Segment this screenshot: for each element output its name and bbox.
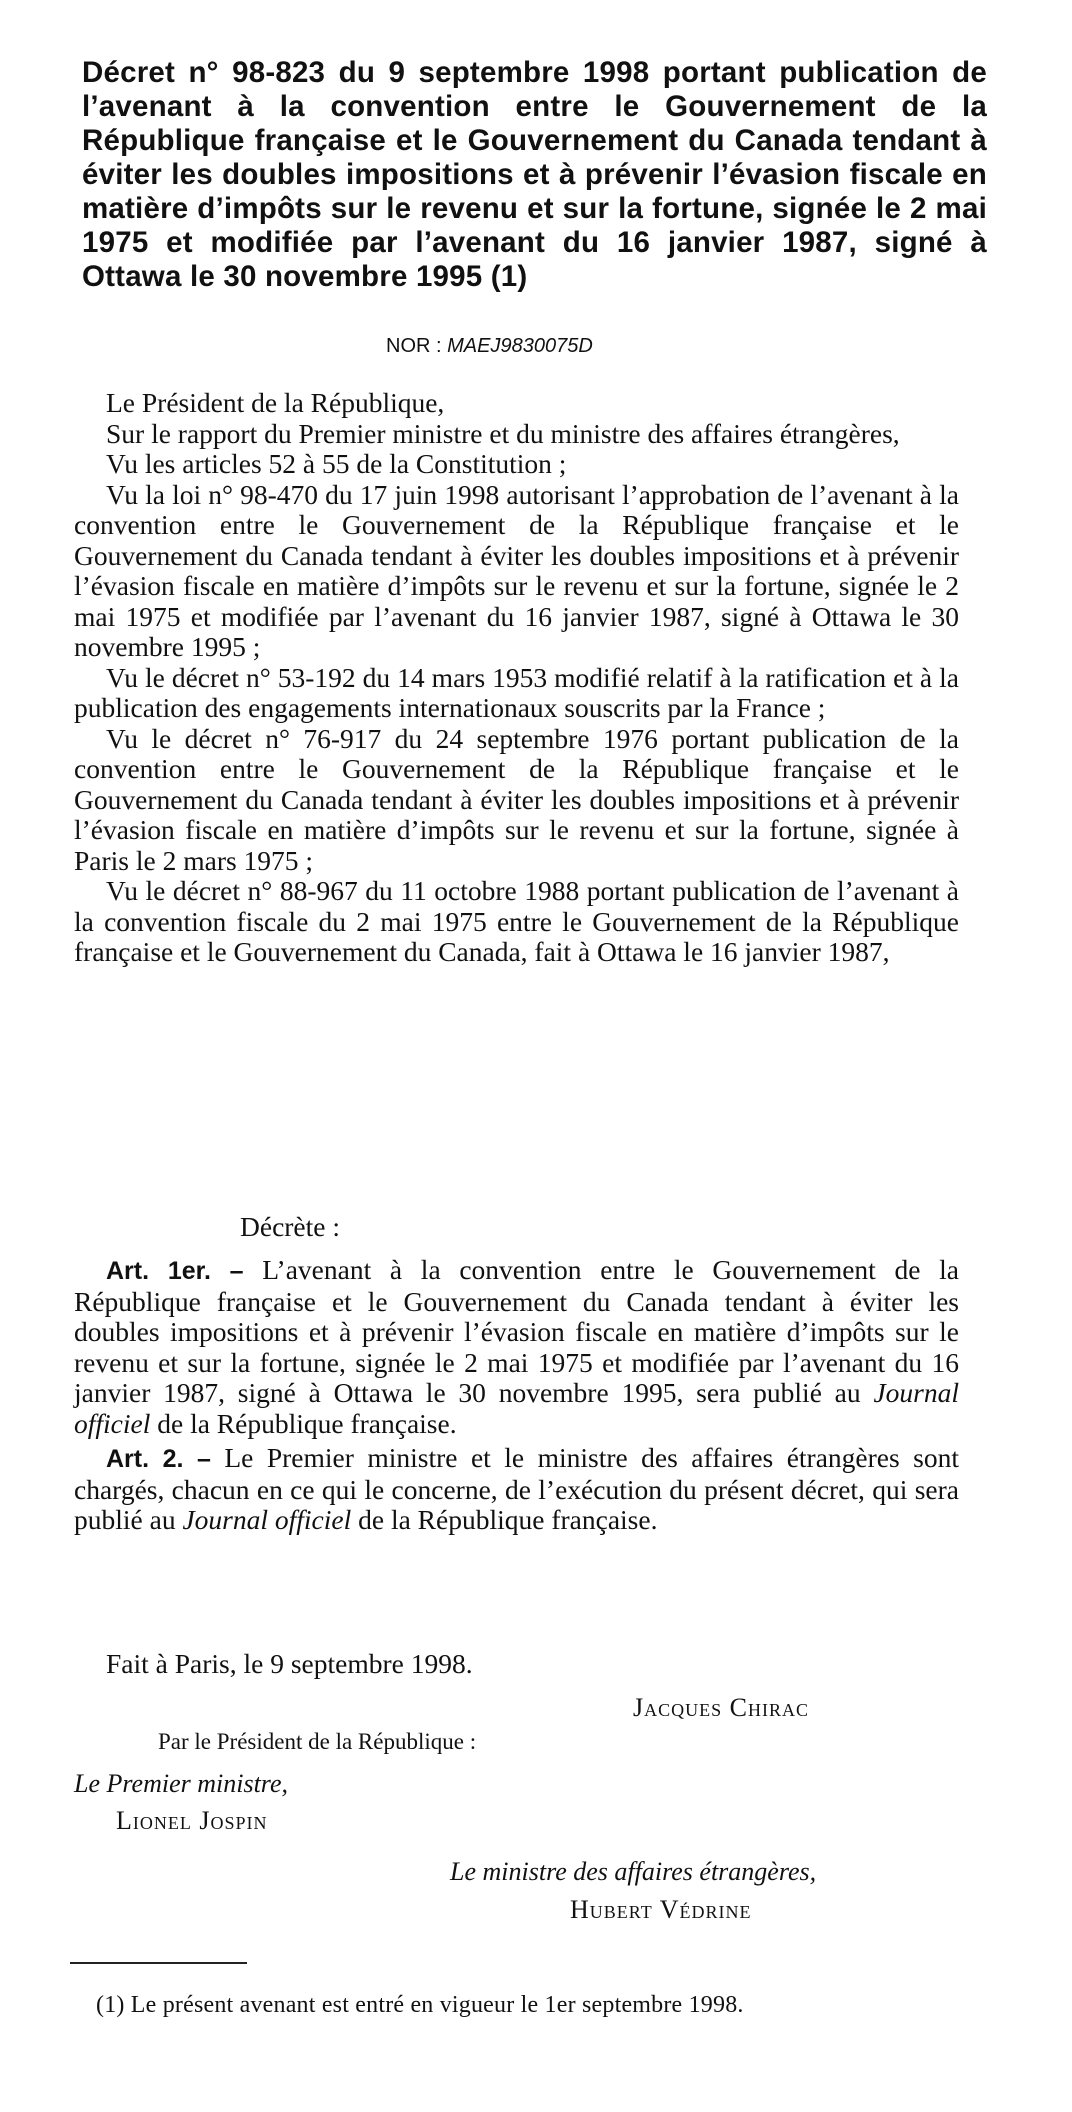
articles	[74, 1255, 959, 1536]
premier-ministre-name: Lionel Jospin	[116, 1806, 268, 1835]
premier-ministre-role: Le Premier ministre,	[74, 1769, 288, 1798]
article-1	[74, 1255, 959, 1439]
article-2-text-end: de la République française.	[351, 1504, 658, 1535]
footnote-divider	[70, 1962, 247, 1964]
article-1-label: Art. 1er. –	[106, 1257, 244, 1285]
decrete-heading: Décrète :	[240, 1211, 340, 1242]
fait-a-paris: Fait à Paris, le 9 septembre 1998.	[106, 1648, 473, 1679]
article-2-journal: Journal officiel	[182, 1504, 352, 1535]
decree-title: Décret n° 98-823 du 9 septembre 1998 portant publication de l’avenant à la convention entre le Gouvernement de la République française et le Gouvernement du Canada tendant à éviter les doubles impositions et à prévenir l’évasion fiscale en matière d’impôts sur le revenu et sur la fortune, signée le 2 mai 1975 et modifiée par l’avenant du 16 janvier 1987, signé à Ottawa le 30 novembre 1995 (1)	[82, 56, 987, 293]
preamble-decret-88-967: Vu le décret n° 88-967 du 11 octobre 1988 portant publication de l’avenant à la convention fiscale du 2 mai 1975 entre le Gouvernement de la République française et le Gouvernement du Canada, fait à Ottawa le 16 janvier 1987,	[74, 875, 959, 967]
nor-reference	[386, 333, 593, 359]
article-1-text-end: de la République française.	[150, 1407, 457, 1439]
article-2-text: Le Premier ministre et le ministre des affaires étrangères sont chargés, chacun en ce qui le concerne, de l’exécution du présent décret, qui sera publié au	[74, 1442, 959, 1535]
ministre-affaires-name: Hubert Védrine	[570, 1895, 752, 1924]
article-2-label: Art. 2. –	[106, 1445, 211, 1473]
article-1-journal: Journal officiel	[74, 1377, 959, 1439]
president-signature: Jacques Chirac	[633, 1693, 809, 1722]
nor-label: NOR :	[386, 335, 442, 357]
par-le-president: Par le Président de la République :	[158, 1729, 477, 1754]
preamble	[74, 388, 959, 968]
nor-code: MAEJ9830075D	[447, 335, 593, 357]
preamble-loi-98-470: Vu la loi n° 98-470 du 17 juin 1998 autorisant l’approbation de l’avenant à la convention entre le Gouvernement de la République française et le Gouvernement du Canada tendant à éviter les doubles impositions et à prévenir l’évasion fiscale en matière d’impôts sur le revenu et sur la fortune, signée le 2 mai 1975 et modifiée par l’avenant du 16 janvier 1987, signé à Ottawa le 30 novembre 1995 ;	[74, 478, 959, 662]
preamble-constitution: Vu les articles 52 à 55 de la Constitution ;	[106, 448, 567, 479]
preamble-decret-76-917: Vu le décret n° 76-917 du 24 septembre 1976 portant publication de la convention entre le Gouvernement de la République française et le Gouvernement du Canada tendant à éviter les doubles impositions et à prévenir l’évasion fiscale en matière d’impôts sur le revenu et sur la fortune, signée à Paris le 2 mars 1975 ;	[74, 722, 959, 876]
article-2	[74, 1443, 959, 1536]
preamble-decret-53-192: Vu le décret n° 53-192 du 14 mars 1953 modifié relatif à la ratification et à la publication des engagements internationaux souscrits par la France ;	[74, 661, 959, 723]
preamble-president: Le Président de la République,	[106, 387, 445, 418]
preamble-rapport: Sur le rapport du Premier ministre et du ministre des affaires étrangères,	[106, 417, 900, 449]
ministre-affaires-role: Le ministre des affaires étrangères,	[450, 1857, 817, 1886]
article-1-text: L’avenant à la convention entre le Gouvernement de la République française et le Gouvernement du Canada tendant à éviter les doubles impositions et à prévenir l’évasion fiscale en matière d’impôts sur le revenu et sur la fortune, signée le 2 mai 1975 et modifiée par l’avenant du 16 janvier 1987, signé à Ottawa le 30 novembre 1995, sera publié au	[74, 1254, 960, 1408]
footnote: (1) Le présent avenant est entré en vigueur le 1er septembre 1998.	[96, 1992, 744, 2018]
